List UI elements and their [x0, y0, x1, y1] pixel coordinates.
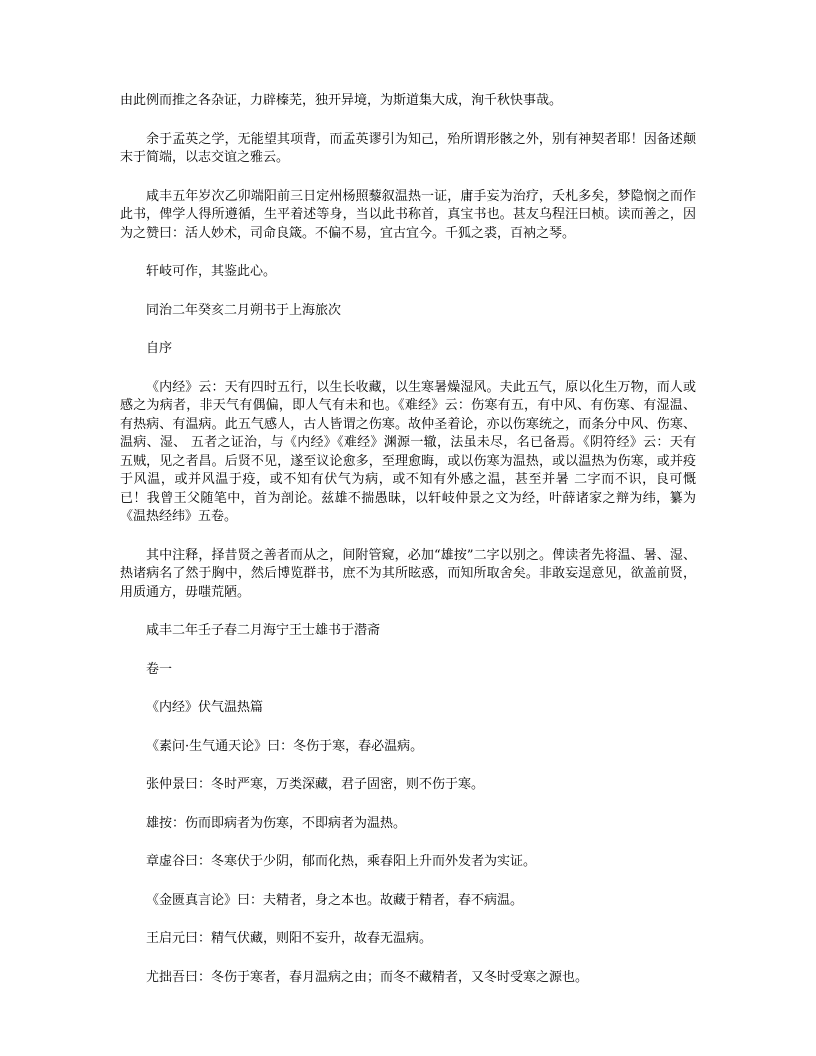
section-heading-self-preface: 自序 [146, 341, 173, 356]
paragraph-quote-5: 《金匮真言论》曰：夫精者，身之本也。故藏于精者，春不病温。 [146, 892, 524, 908]
paragraph-preface-2: 咸丰五年岁次乙卯端阳前三日定州杨照藜叙温热一证，庸手妄为治疗，夭札多矣，梦隐悯之而作此书，俾学人得所遵循，生平着述等身，当以此书称首，真宝书也。甚友乌程汪曰桢。读而善之，因为之赞曰：活人妙术，司命良箴。不偏不易，宜古宜今。千狐之裘，百衲之琴。 [120, 188, 696, 241]
paragraph-self-preface-1: 《内经》云：天有四时五行，以生长收藏，以生寒暑燥湿风。夫此五气，原以化生万物，而人或感之为病者，非天气有偶偏，即人气有未和也。《难经》云：伤寒有五，有中风、有伤寒、有湿温、有热病、有温病。此五气感人，古人皆谓之伤寒。故仲圣着论，亦以伤寒统之，而条分中风、伤寒、温病、湿、 五者之证治，与《内经》《难经》渊源一辙，法虽未尽，名已备焉。《阴符经》云：天有五贼，见之者昌。后贤不见，遂至议论愈多，至理愈晦，或以伤寒为温热，或以温热为伤寒，或并疫于风温，或并风温于疫，或不知有伏气为病，或不知有外感之温，甚至并暑 二字而不识，良可慨已！我曾王父随笔中，首为剖论。兹雄不揣愚昧，以轩岐仲景之文为经，叶薛诸家之辩为纬，纂为《温热经纬》五卷。 [120, 379, 696, 524]
paragraph-quote-4: 章虚谷曰：冬寒伏于少阴，郁而化热，乘春阳上升而外发者为实证。 [146, 854, 537, 869]
paragraph-quote-7: 尤拙吾曰：冬伤于寒者，春月温病之由；而冬不藏精者，又冬时受寒之源也。 [146, 969, 589, 985]
paragraph-preface-1: 余于孟英之学，无能望其项背，而孟英谬引为知己，殆所谓形骸之外，别有神契者耶！因备述颠末于简端，以志交谊之雅云。 [120, 131, 696, 165]
section-heading-volume-one: 卷一 [146, 661, 173, 677]
paragraph-quote-6: 王启元曰：精气伏藏，则阳不妄升，故春无温病。 [146, 931, 433, 946]
paragraph-self-preface-2: 其中注释，择昔贤之善者而从之，间附管窥，必加“雄按”二字以别之。俾读者先将温、暑、湿、热诸病名了然于胸中，然后博览群书，庶不为其所眩惑，而知所取舍矣。非敢妄逞意见，欲盖前贤，用质通方，毋嗤荒陋。 [120, 547, 696, 600]
paragraph-quote-1: 《素问·生气通天论》曰：冬伤于寒，春必温病。 [146, 738, 424, 754]
paragraph-date-line: 同治二年癸亥二月朔书于上海旅次 [146, 302, 342, 318]
paragraph-quote-3: 雄按：伤而即病者为伤寒，不即病者为温热。 [146, 815, 407, 831]
paragraph-author-line: 咸丰二年壬子春二月海宁王士雄书于潜斋 [146, 623, 381, 638]
paragraph-continuation: 由此例而推之各杂证，力辟榛芜，独开异境，为斯道集大成，洵千秋快事哉。 [120, 93, 563, 108]
paragraph-quote-2: 张仲景曰：冬时严寒，万类深藏，君子固密，则不伤于寒。 [146, 777, 485, 792]
paragraph-preface-3: 轩岐可作，其鉴此心。 [146, 264, 277, 279]
document-body [120, 92, 696, 1007]
section-heading-chapter: 《内经》伏气温热篇 [146, 700, 264, 715]
